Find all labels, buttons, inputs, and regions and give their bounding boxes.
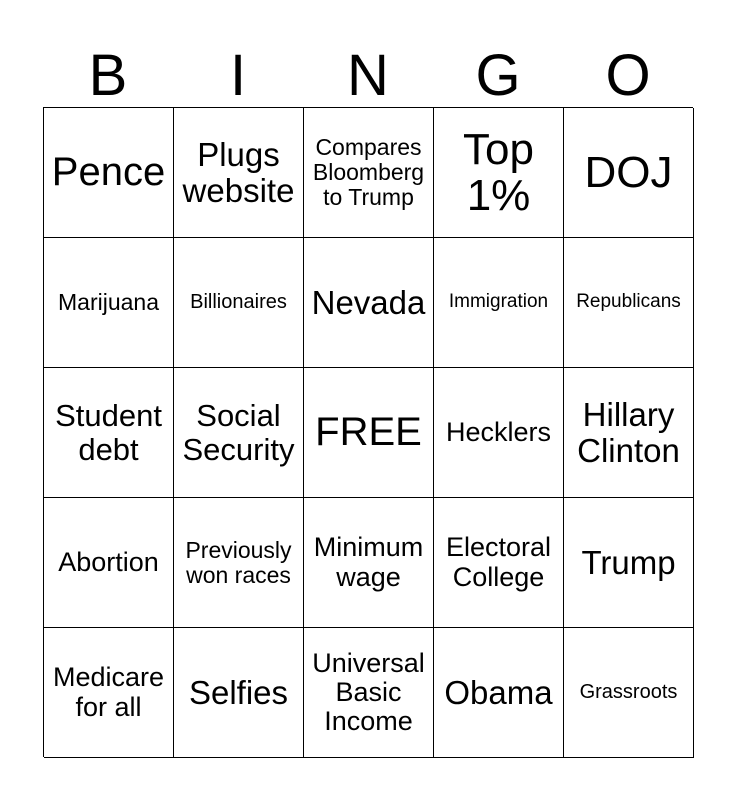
bingo-cell-r3c2[interactable]	[174, 368, 304, 498]
bingo-header	[43, 44, 693, 108]
cell-text: Republicans	[576, 291, 681, 313]
bingo-cell-r5c3[interactable]	[304, 628, 434, 758]
bingo-cell-r3c3[interactable]	[304, 368, 434, 498]
bingo-cell-r4c3[interactable]	[304, 498, 434, 628]
cell-text: Pence	[51, 149, 166, 194]
cell-text: Previously won races	[185, 536, 292, 588]
bingo-cell-r5c5[interactable]	[564, 628, 694, 758]
bingo-cell-r3c4[interactable]	[434, 368, 564, 498]
header-letter-o: O	[605, 43, 651, 108]
cell-text: Hillary Clinton	[577, 395, 680, 469]
bingo-cell-r4c4[interactable]	[434, 498, 564, 628]
cell-text: FREE	[315, 409, 422, 454]
cell-text: Hecklers	[445, 416, 552, 447]
cell-text: Plugs website	[182, 135, 295, 209]
bingo-cell-r1c3[interactable]	[304, 108, 434, 238]
bingo-cell-r5c2[interactable]	[174, 628, 304, 758]
cell-text: Top 1%	[463, 124, 534, 220]
header-letter-n: N	[347, 43, 389, 108]
cell-text: Selfies	[188, 673, 289, 711]
cell-text: Grassroots	[579, 680, 678, 703]
bingo-cell-r3c1[interactable]	[44, 368, 174, 498]
cell-text: DOJ	[584, 147, 673, 197]
bingo-cell-r3c5[interactable]	[564, 368, 694, 498]
bingo-cell-r4c1[interactable]	[44, 498, 174, 628]
bingo-cell-r1c1[interactable]	[44, 108, 174, 238]
bingo-cell-r4c5[interactable]	[564, 498, 694, 628]
bingo-board	[43, 107, 693, 757]
bingo-cell-r2c4[interactable]	[434, 238, 564, 368]
cell-text: Compares Bloomberg to Trump	[312, 134, 425, 210]
cell-text: Marijuana	[58, 289, 159, 316]
cell-text: Medicare for all	[52, 662, 165, 722]
cell-text: Universal Basic Income	[312, 647, 425, 737]
cell-text: Abortion	[58, 546, 159, 577]
cell-text: Immigration	[448, 291, 549, 313]
bingo-cell-r2c5[interactable]	[564, 238, 694, 368]
bingo-cell-r1c4[interactable]	[434, 108, 564, 238]
cell-text: Obama	[444, 673, 553, 711]
cell-text: Student debt	[55, 398, 162, 467]
cell-text: Social Security	[182, 398, 295, 467]
bingo-cell-r5c4[interactable]	[434, 628, 564, 758]
bingo-cell-r5c1[interactable]	[44, 628, 174, 758]
bingo-cell-r2c1[interactable]	[44, 238, 174, 368]
bingo-cell-r4c2[interactable]	[174, 498, 304, 628]
header-letter-g: G	[475, 43, 521, 108]
bingo-cell-r2c3[interactable]	[304, 238, 434, 368]
header-letter-i: I	[229, 43, 247, 108]
cell-text: Billionaires	[190, 290, 287, 313]
cell-text: Trump	[581, 543, 676, 581]
cell-text: Nevada	[311, 283, 426, 321]
bingo-cell-r1c2[interactable]	[174, 108, 304, 238]
cell-text: Electoral College	[445, 532, 552, 592]
bingo-cell-r2c2[interactable]	[174, 238, 304, 368]
bingo-cell-r1c5[interactable]	[564, 108, 694, 238]
header-letter-b: B	[88, 43, 128, 108]
cell-text: Minimum wage	[313, 532, 424, 592]
